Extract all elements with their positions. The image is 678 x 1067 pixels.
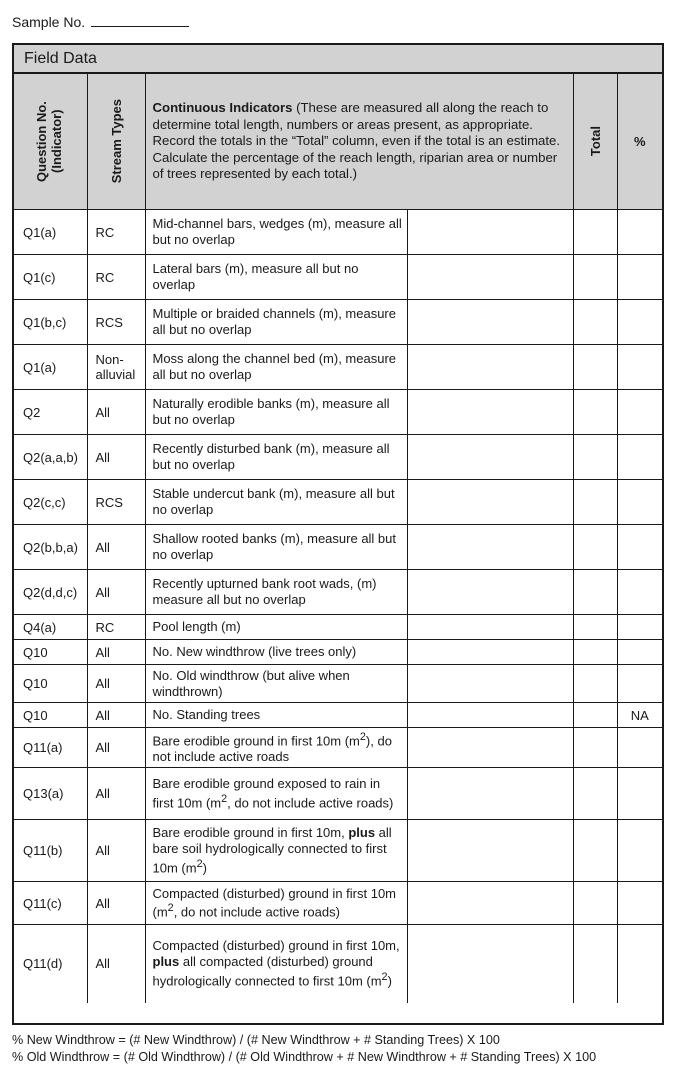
indicator-description: Mid-channel bars, wedges (m), measure all but no overlap	[145, 210, 407, 255]
question-no: Q11(b)	[14, 820, 87, 882]
question-no: Q11(c)	[14, 882, 87, 925]
stream-type: RC	[87, 210, 145, 255]
question-no: Q11(a)	[14, 728, 87, 768]
percent-entry[interactable]	[617, 345, 662, 390]
stream-type: All	[87, 640, 145, 665]
question-no: Q11(d)	[14, 925, 87, 1003]
sample-number-label: Sample No.	[12, 14, 86, 30]
percent-entry[interactable]	[617, 435, 662, 480]
sample-number-blank[interactable]	[91, 14, 189, 27]
total-entry[interactable]	[573, 255, 617, 300]
table-row	[14, 525, 662, 570]
indicator-description: No. New windthrow (live trees only)	[145, 640, 407, 665]
indicator-description: Compacted (disturbed) ground in first 10m ($m^2$, do not include active roads)	[145, 882, 407, 925]
percent-header: %	[617, 74, 662, 210]
indicator-description: No. Old windthrow (but alive when windthrown)	[145, 665, 407, 703]
total-entry[interactable]	[573, 300, 617, 345]
table-row	[14, 480, 662, 525]
percent-entry[interactable]	[617, 665, 662, 703]
percent-entry[interactable]	[617, 728, 662, 768]
indicator-description: Compacted (disturbed) ground in first 10m, plus all compacted (disturbed) ground hydrologically connected to first 10m $(m^2)$	[145, 925, 407, 1003]
percent-entry[interactable]	[617, 210, 662, 255]
indicators-header-title: Continuous Indicators	[152, 100, 293, 116]
stream-type: All	[87, 768, 145, 820]
total-entry[interactable]	[573, 703, 617, 728]
total-entry[interactable]	[573, 925, 617, 1003]
question-no: Q13(a)	[14, 768, 87, 820]
total-entry[interactable]	[573, 435, 617, 480]
indicator-description: Pool length (m)	[145, 615, 407, 640]
total-header-label: Total	[587, 126, 603, 157]
stream-type: All	[87, 820, 145, 882]
measurement-entry[interactable]	[407, 255, 573, 300]
question-no: Q2(d,d,c)	[14, 570, 87, 615]
total-entry[interactable]	[573, 345, 617, 390]
indicator-description: Recently disturbed bank (m), measure all but no overlap	[145, 435, 407, 480]
question-no: Q1(a)	[14, 345, 87, 390]
stream-type: RCS	[87, 480, 145, 525]
measurement-entry[interactable]	[407, 390, 573, 435]
percent-entry[interactable]	[617, 925, 662, 1003]
percent-entry[interactable]	[617, 255, 662, 300]
measurement-entry[interactable]	[407, 615, 573, 640]
total-entry[interactable]	[573, 615, 617, 640]
table-row	[14, 210, 662, 255]
total-entry[interactable]	[573, 210, 617, 255]
percent-entry[interactable]	[617, 480, 662, 525]
indicator-description: Recently upturned bank root wads, (m) measure all but no overlap	[145, 570, 407, 615]
measurement-entry[interactable]	[407, 925, 573, 1003]
table-row	[14, 768, 662, 820]
percent-entry: NA	[617, 703, 662, 728]
stream-type: Non-alluvial	[87, 345, 145, 390]
footnote-old-windthrow: % Old Windthrow = (# Old Windthrow) / (# Old Windthrow + # New Windthrow + # Standing Trees) X 100	[12, 1050, 597, 1064]
indicators-header-text: (These are measured all along the reach to determine total length, numbers or areas present, as appropriate. Record the totals in the “Total” column, even if the total is an estimate. Calculate the percentage of the reach length, riparian area or number of trees represented by each total.)	[152, 100, 561, 182]
percent-entry[interactable]	[617, 570, 662, 615]
total-entry[interactable]	[573, 768, 617, 820]
header-row	[14, 74, 662, 210]
total-entry[interactable]	[573, 390, 617, 435]
percent-entry[interactable]	[617, 768, 662, 820]
table-row	[14, 820, 662, 882]
sample-number	[12, 14, 189, 30]
indicator-description: No. Standing trees	[145, 703, 407, 728]
table-row	[14, 255, 662, 300]
indicator-description: Stable undercut bank (m), measure all but no overlap	[145, 480, 407, 525]
indicator-description: Bare erodible ground exposed to rain in first 10m ($m^2$, do not include active roads)	[145, 768, 407, 820]
measurement-entry[interactable]	[407, 665, 573, 703]
indicator-description: Multiple or braided channels (m), measure all but no overlap	[145, 300, 407, 345]
percent-entry[interactable]	[617, 390, 662, 435]
stream-type: All	[87, 390, 145, 435]
indicator-description: Shallow rooted banks (m), measure all but no overlap	[145, 525, 407, 570]
measurement-entry[interactable]	[407, 480, 573, 525]
stream-header-label: Stream Types	[108, 99, 124, 184]
percent-entry[interactable]	[617, 300, 662, 345]
table-row	[14, 665, 662, 703]
question-no: Q1(a)	[14, 210, 87, 255]
measurement-entry[interactable]	[407, 882, 573, 925]
indicator-description: Bare erodible ground in first 10m $(m^2)$, do not include active roads	[145, 728, 407, 768]
field-data-form	[12, 43, 664, 1025]
table-row	[14, 570, 662, 615]
measurement-entry[interactable]	[407, 300, 573, 345]
stream-type: All	[87, 570, 145, 615]
table-row	[14, 390, 662, 435]
stream-type: RCS	[87, 300, 145, 345]
measurement-entry[interactable]	[407, 525, 573, 570]
percent-entry[interactable]	[617, 882, 662, 925]
question-header	[14, 74, 87, 210]
indicator-description: Moss along the channel bed (m), measure all but no overlap	[145, 345, 407, 390]
measurement-entry[interactable]	[407, 820, 573, 882]
question-no: Q4(a)	[14, 615, 87, 640]
measurement-entry[interactable]	[407, 728, 573, 768]
total-header	[573, 74, 617, 210]
question-no: Q2	[14, 390, 87, 435]
table-row	[14, 640, 662, 665]
question-header-label: Question No. (Indicator)	[34, 101, 65, 182]
stream-type: All	[87, 435, 145, 480]
table-row	[14, 882, 662, 925]
total-entry[interactable]	[573, 882, 617, 925]
question-no: Q2(b,b,a)	[14, 525, 87, 570]
stream-type: All	[87, 882, 145, 925]
table-row	[14, 615, 662, 640]
total-entry[interactable]	[573, 570, 617, 615]
stream-type: All	[87, 703, 145, 728]
stream-header	[87, 74, 145, 210]
measurement-entry[interactable]	[407, 640, 573, 665]
stream-type: All	[87, 728, 145, 768]
stream-type: RC	[87, 615, 145, 640]
table-row	[14, 925, 662, 1003]
stream-type: All	[87, 925, 145, 1003]
total-entry[interactable]	[573, 640, 617, 665]
indicator-description: Lateral bars (m), measure all but no overlap	[145, 255, 407, 300]
indicators-header	[145, 74, 573, 210]
measurement-entry[interactable]	[407, 435, 573, 480]
question-no: Q2(a,a,b)	[14, 435, 87, 480]
measurement-entry[interactable]	[407, 703, 573, 728]
stream-type: All	[87, 525, 145, 570]
question-no: Q10	[14, 703, 87, 728]
question-no: Q1(c)	[14, 255, 87, 300]
total-entry[interactable]	[573, 525, 617, 570]
question-no: Q10	[14, 640, 87, 665]
percent-entry[interactable]	[617, 820, 662, 882]
total-entry[interactable]	[573, 480, 617, 525]
measurement-entry[interactable]	[407, 345, 573, 390]
question-no: Q2(c,c)	[14, 480, 87, 525]
field-data-table	[14, 74, 662, 1003]
form-title: Field Data	[14, 45, 662, 74]
stream-type: RC	[87, 255, 145, 300]
measurement-entry[interactable]	[407, 768, 573, 820]
table-row	[14, 703, 662, 728]
percent-entry[interactable]	[617, 615, 662, 640]
total-entry[interactable]	[573, 665, 617, 703]
total-entry[interactable]	[573, 728, 617, 768]
measurement-entry[interactable]	[407, 570, 573, 615]
question-no: Q1(b,c)	[14, 300, 87, 345]
table-row	[14, 345, 662, 390]
indicator-description: Bare erodible ground in first 10m, plus all bare soil hydrologically connected to first 10m $(m^2)$	[145, 820, 407, 882]
table-row	[14, 435, 662, 480]
question-no: Q10	[14, 665, 87, 703]
percent-entry[interactable]	[617, 640, 662, 665]
measurement-entry[interactable]	[407, 210, 573, 255]
indicator-description: Naturally erodible banks (m), measure all but no overlap	[145, 390, 407, 435]
table-row	[14, 728, 662, 768]
table-row	[14, 300, 662, 345]
footnote-new-windthrow: % New Windthrow = (# New Windthrow) / (# New Windthrow + # Standing Trees) X 100	[12, 1033, 500, 1047]
total-entry[interactable]	[573, 820, 617, 882]
stream-type: All	[87, 665, 145, 703]
percent-entry[interactable]	[617, 525, 662, 570]
